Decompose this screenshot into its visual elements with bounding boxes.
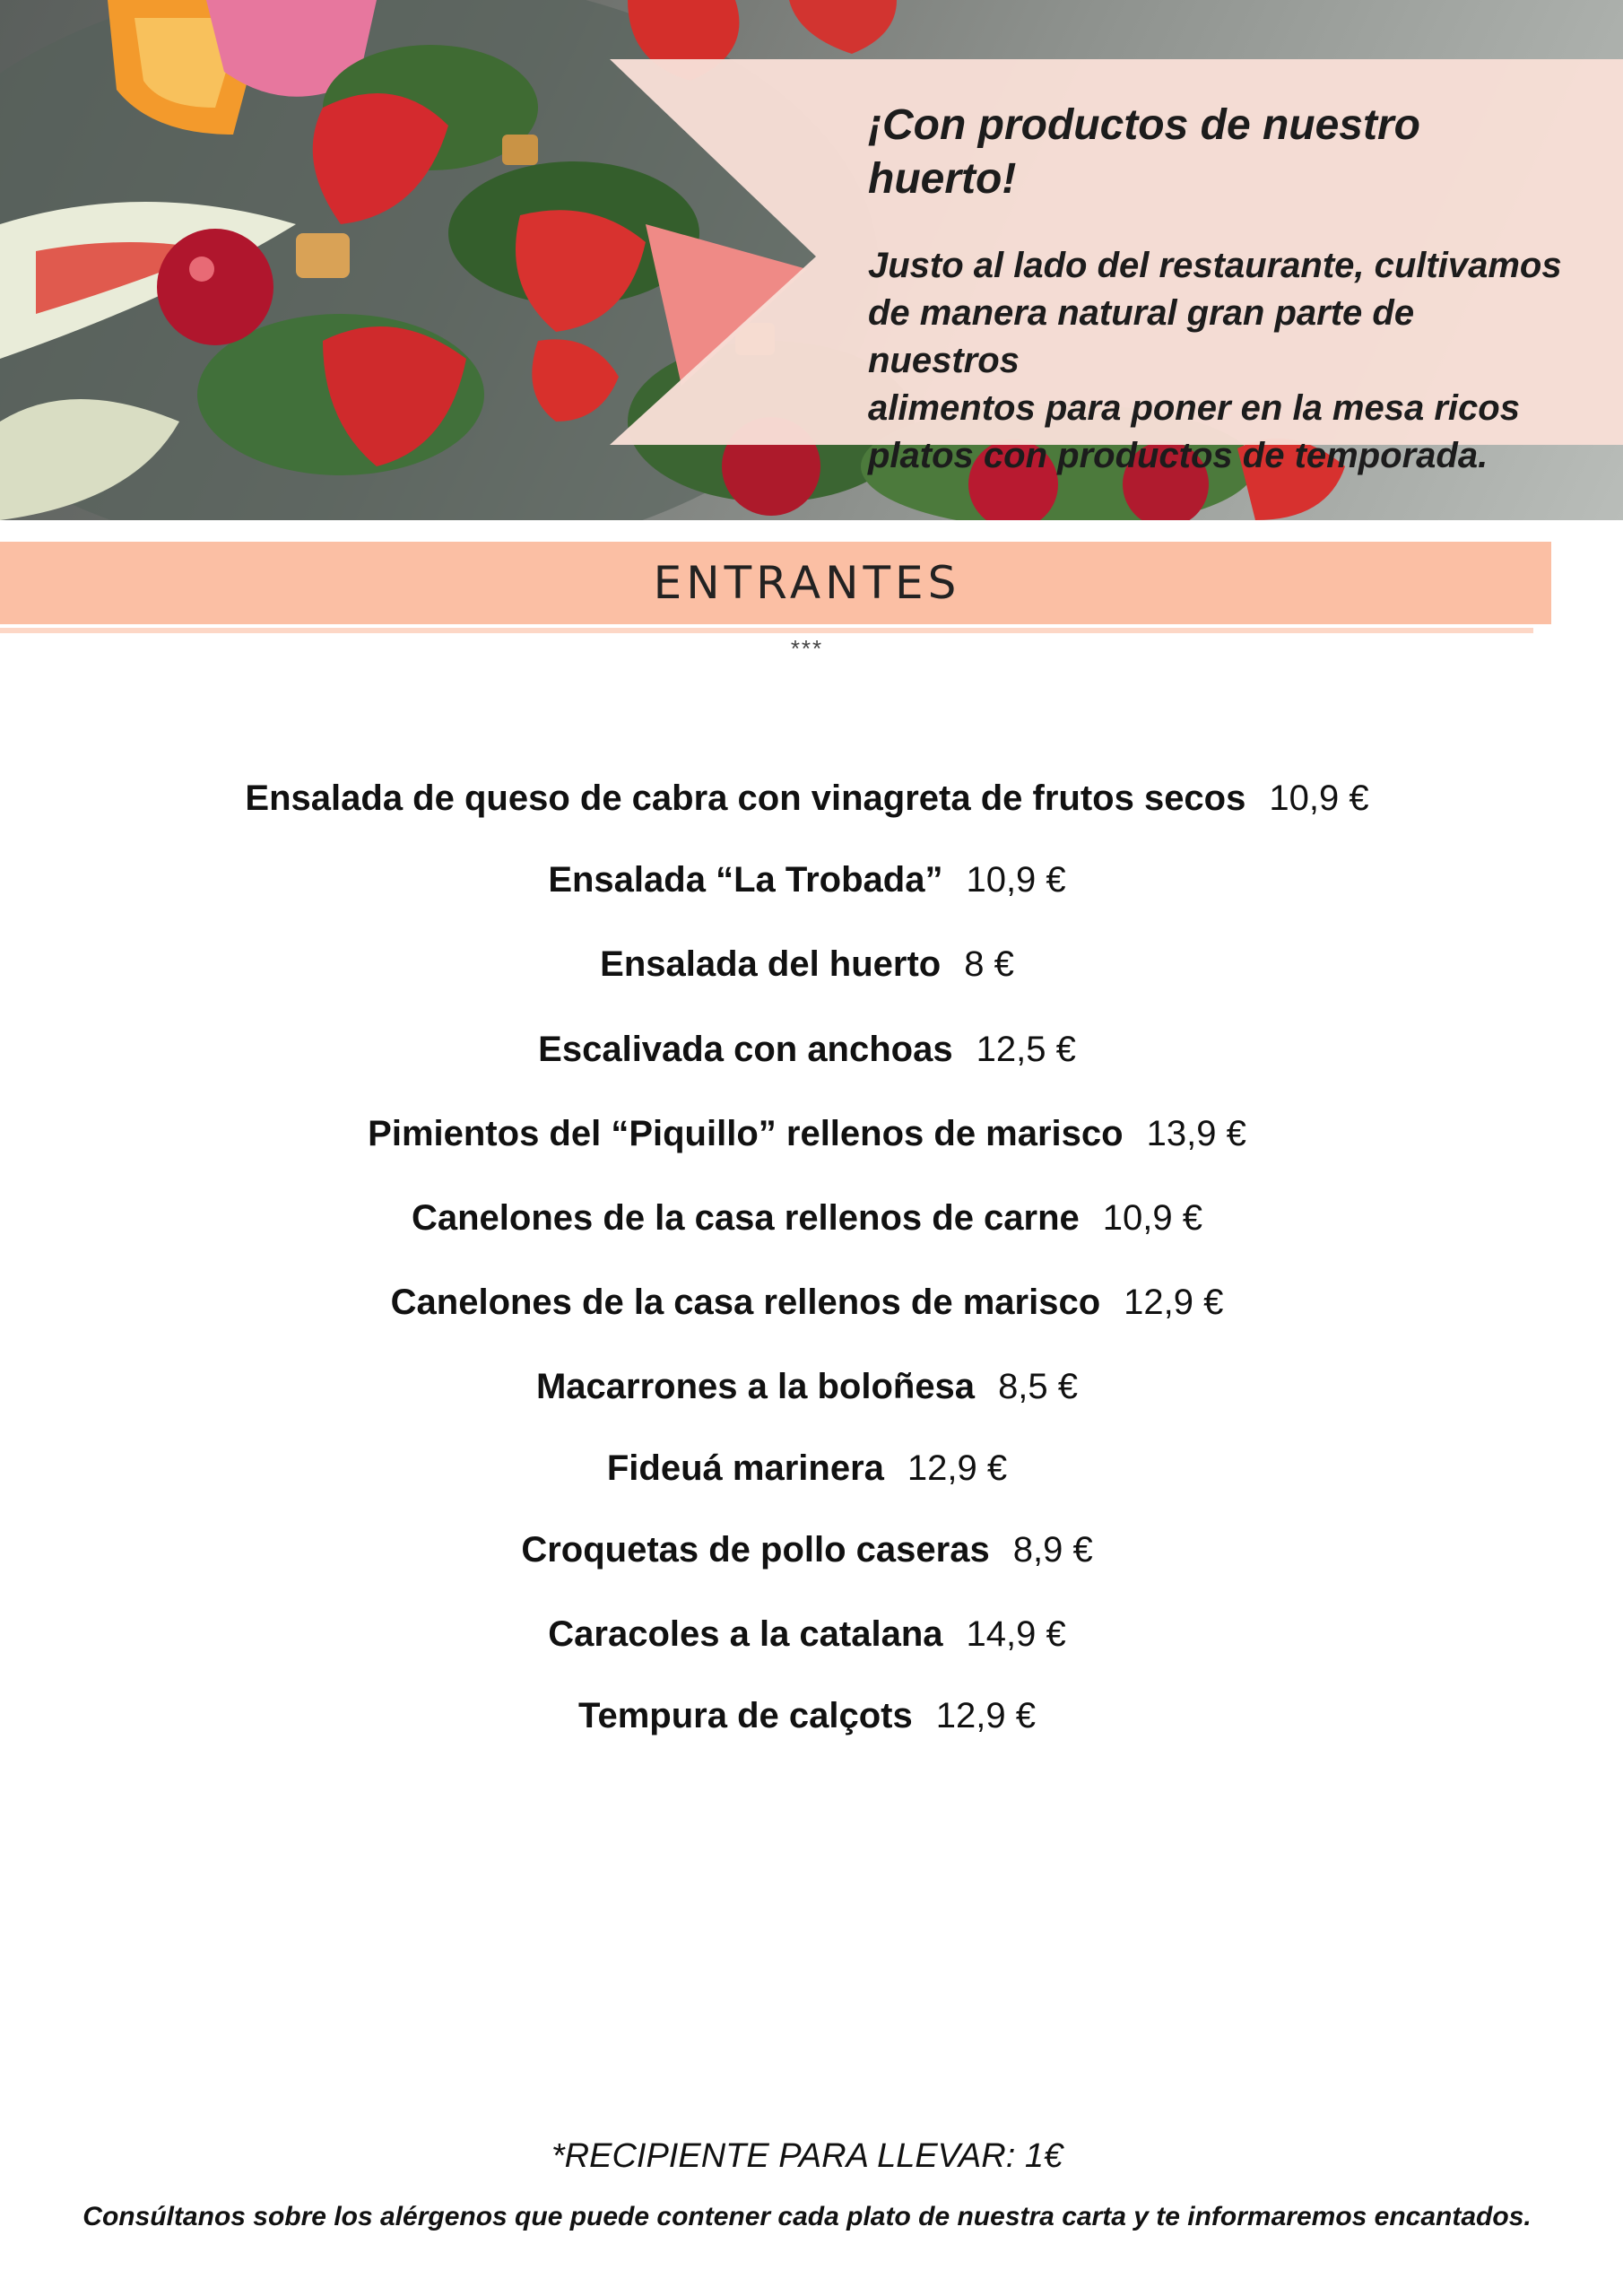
menu-item-price: 8,5 €	[998, 1367, 1079, 1406]
menu-item-name: Tempura de calçots	[578, 1696, 913, 1735]
menu-item-price: 10,9 €	[1269, 778, 1369, 818]
menu-item	[0, 1280, 1614, 1325]
menu-item	[0, 942, 1614, 987]
menu-item-name: Escalivada con anchoas	[538, 1030, 953, 1069]
menu-item	[0, 1196, 1614, 1240]
menu-item-price: 12,9 €	[935, 1696, 1036, 1735]
menu-item-price: 12,5 €	[976, 1030, 1076, 1069]
menu-item-name: Fideuá marinera	[606, 1448, 884, 1488]
menu-item	[0, 1111, 1614, 1156]
section-title: ENTRANTES	[653, 557, 961, 609]
menu-item-price: 8,9 €	[1012, 1530, 1093, 1570]
menu-item-price: 8 €	[964, 944, 1014, 984]
menu-item-name: Canelones de la casa rellenos de marisco	[390, 1283, 1101, 1322]
menu-item-name: Ensalada “La Trobada”	[548, 860, 943, 900]
menu-item	[0, 1612, 1614, 1657]
menu-item-name: Ensalada de queso de cabra con vinagreta de frutos secos	[245, 778, 1246, 818]
menu-item-price: 12,9 €	[907, 1448, 1008, 1488]
menu-item-name: Ensalada del huerto	[600, 944, 942, 984]
menu-item-price: 10,9 €	[1102, 1198, 1203, 1238]
menu-item	[0, 1693, 1614, 1738]
menu-item	[0, 1527, 1614, 1572]
menu-item-name: Macarrones a la boloñesa	[535, 1367, 976, 1406]
hero-banner	[0, 0, 1623, 520]
menu-item	[0, 857, 1614, 902]
menu-item-price: 14,9 €	[966, 1614, 1066, 1654]
callout-body-line: de manera natural gran parte de nuestros	[868, 293, 1415, 380]
menu-item	[0, 1364, 1614, 1409]
allergen-note: Consúltanos sobre los alérgenos que puede contener cada plato de nuestra carta y te informaremos encantados.	[82, 2202, 1532, 2231]
menu-item-name: Pimientos del “Piquillo” rellenos de marisco	[368, 1114, 1124, 1153]
callout-body-line: alimentos para poner en la mesa ricos	[868, 388, 1520, 428]
menu-item-price: 13,9 €	[1146, 1114, 1246, 1153]
menu-item-price: 10,9 €	[966, 860, 1066, 900]
menu-item-name: Caracoles a la catalana	[548, 1614, 943, 1654]
callout-body-line: platos con productos de temporada.	[868, 436, 1488, 475]
menu-item	[0, 1446, 1614, 1491]
section-header-underline	[0, 628, 1533, 633]
menu-item-name: Canelones de la casa rellenos de carne	[411, 1198, 1080, 1238]
callout-title: ¡Con productos de nuestro huerto!	[868, 101, 1420, 203]
menu-item-price: 12,9 €	[1124, 1283, 1224, 1322]
section-separator: ***	[790, 635, 824, 662]
callout-body	[868, 242, 1567, 480]
menu-item-name: Croquetas de pollo caseras	[521, 1530, 990, 1570]
callout	[868, 99, 1567, 480]
menu-item	[0, 776, 1614, 821]
takeaway-note: *RECIPIENTE PARA LLEVAR: 1€	[551, 2137, 1063, 2175]
callout-body-line: Justo al lado del restaurante, cultivamos	[868, 246, 1562, 285]
menu-item	[0, 1027, 1614, 1072]
